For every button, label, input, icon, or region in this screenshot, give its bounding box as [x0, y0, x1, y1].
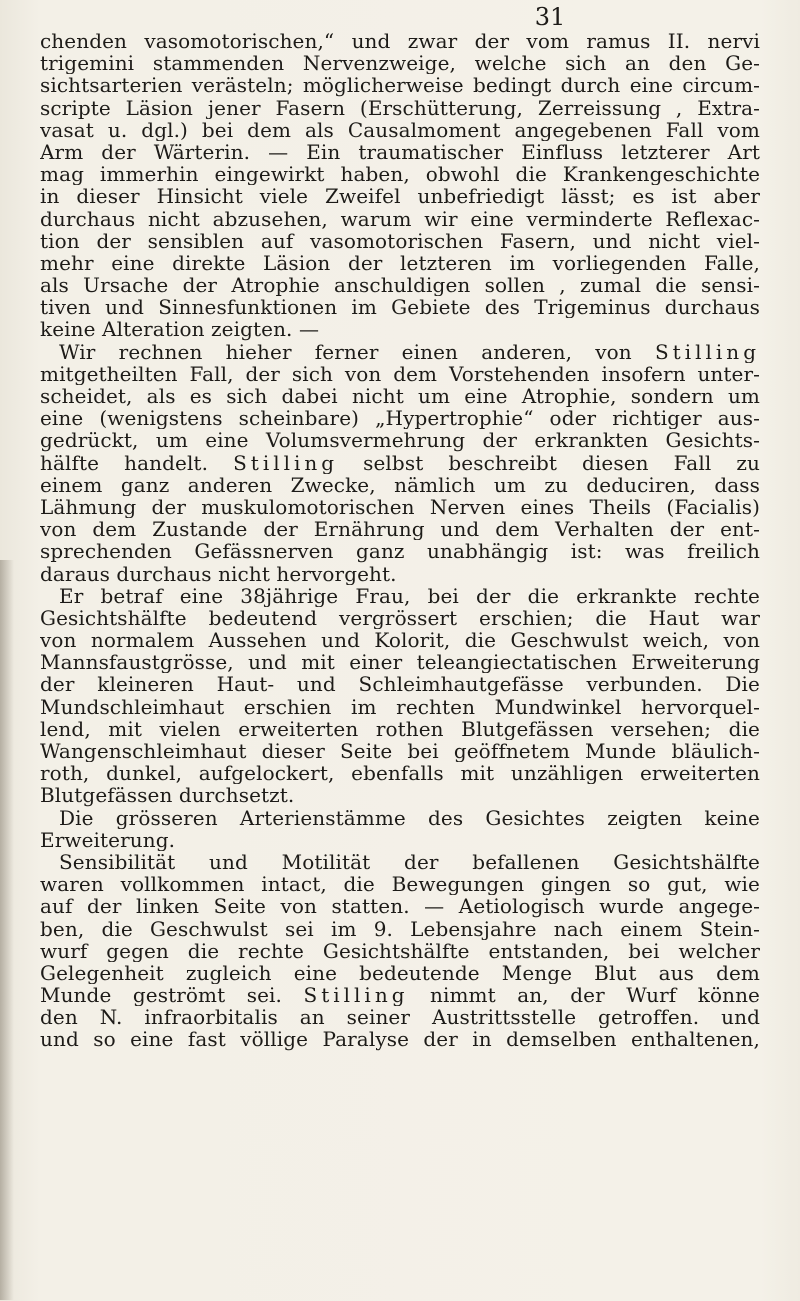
text-line: Die grösseren Arterienstämme des Gesichtes zeigten keine: [59, 806, 760, 829]
text-segment: selbst beschreibt diesen Fall zu: [338, 451, 760, 474]
text-line: [40, 341, 760, 363]
text-line: Er betraf eine 38jährige Frau, bei der die erkrankte rechte: [59, 584, 760, 607]
text-line: waren vollkommen intact, die Bewegungen gingen so gut, wie: [40, 873, 760, 896]
text-line: Arm der Wärterin. — Ein traumatischer Einfluss letzterer Art: [40, 140, 760, 164]
text-line: in dieser Hinsicht viele Zweifel unbefriedigt lässt; es ist aber: [40, 185, 760, 208]
text-line: und so eine fast völlige Paralyse der in demselben enthaltenen,: [40, 1028, 760, 1051]
text-segment: nimmt an, der Wurf könne: [408, 984, 760, 1007]
text-line: mitgetheilten Fall, der sich von dem Vorstehenden insofern unter-: [40, 362, 760, 385]
text-line: Mannsfaustgrösse, und mit einer teleangiectatischen Erweiterung: [40, 651, 760, 674]
text-line: sichtsarterien verästeln; möglicherweise bedingt durch eine circum-: [40, 74, 760, 97]
text-line: den N. infraorbitalis an seiner Austrittsstelle getroffen. und: [40, 1006, 760, 1029]
text-line: Mundschleimhaut erschien im rechten Mundwinkel hervorquel-: [40, 695, 760, 718]
text-line: roth, dunkel, aufgelockert, ebenfalls mit unzähligen erweiterten: [40, 762, 760, 785]
text-segment: hälfte handelt.: [40, 451, 234, 474]
text-line: trigemini stammenden Nervenzweige, welche sich an den Ge-: [40, 52, 760, 75]
text-line: mag immerhin eingewirkt haben, obwohl die Krankengeschichte: [40, 163, 760, 186]
text-segment: Munde geströmt sei.: [40, 984, 304, 1007]
text-line: eine (wenigstens scheinbare) „Hypertrophie“ oder richtiger aus-: [40, 407, 760, 430]
text-line: von dem Zustande der Ernährung und dem Verhalten der ent-: [40, 518, 760, 541]
body-text: [40, 30, 760, 1051]
text-line: scripte Läsion jener Fasern (Erschütterung, Zerreissung , Extra-: [40, 96, 760, 119]
text-line: auf der linken Seite von statten. — Aetiologisch wurde angege-: [40, 895, 760, 918]
text-line: keine Alteration zeigten. —: [40, 318, 320, 341]
text-line: Gesichtshälfte bedeutend vergrössert erschien; die Haut war: [40, 606, 760, 630]
text-line: Lähmung der muskulomotorischen Nerven eines Theils (Facialis): [40, 495, 760, 519]
text-line: daraus durchaus nicht hervorgeht.: [40, 562, 397, 585]
text-line: Erweiterung.: [40, 828, 176, 851]
text-line: tiven und Sinnesfunktionen im Gebiete des Trigeminus durchaus: [40, 296, 760, 319]
author-name: Stilling: [303, 984, 409, 1007]
text-line: vasat u. dgl.) bei dem als Causalmoment angegebenen Fall vom: [40, 118, 760, 141]
text-line: sprechenden Gefässnerven ganz unabhängig ist: was freilich: [40, 540, 760, 563]
text-line: lend, mit vielen erweiterten rothen Blutgefässen versehen; die: [40, 717, 760, 740]
text-line: chenden vasomotorischen,“ und zwar der vom ramus II. nervi: [40, 30, 760, 53]
text-line: wurf gegen die rechte Gesichtshälfte entstanden, bei welcher: [40, 939, 760, 962]
text-line: gedrückt, um eine Volumsvermehrung der erkrankten Gesichts-: [40, 429, 760, 452]
text-line: Gelegenheit zugleich eine bedeutende Menge Blut aus dem: [40, 961, 760, 985]
text-line: [40, 984, 760, 1006]
text-line: [40, 452, 760, 474]
text-line: der kleineren Haut- und Schleimhautgefässe verbunden. Die: [40, 673, 760, 696]
text-line: Wangenschleimhaut dieser Seite bei geöffnetem Munde bläulich-: [40, 740, 760, 763]
text-line: als Ursache der Atrophie anschuldigen sollen , zumal die sensi-: [40, 274, 760, 297]
author-name: Stilling: [654, 340, 760, 363]
text-line: scheidet, als es sich dabei nicht um eine Atrophie, sondern um: [40, 385, 760, 408]
text-line: mehr eine direkte Läsion der letzteren im vorliegenden Falle,: [40, 251, 760, 275]
page-number: 31: [534, 3, 566, 31]
text-line: einem ganz anderen Zwecke, nämlich um zu deduciren, dass: [40, 473, 760, 496]
text-line: Sensibilität und Motilität der befallenen Gesichtshälfte: [59, 850, 760, 874]
text-line: ben, die Geschwulst sei im 9. Lebensjahre nach einem Stein-: [40, 917, 760, 940]
text-line: tion der sensiblen auf vasomotorischen Fasern, und nicht viel-: [40, 229, 760, 252]
text-line: durchaus nicht abzusehen, warum wir eine verminderte Reflexac-: [40, 207, 760, 230]
author-name: Stilling: [233, 451, 339, 474]
page-edge-shadow: [0, 560, 14, 1300]
text-line: von normalem Aussehen und Kolorit, die Geschwulst weich, von: [40, 629, 760, 652]
text-segment: Wir rechnen hieher ferner einen anderen, von: [59, 340, 655, 363]
text-line: Blutgefässen durchsetzt.: [40, 784, 295, 807]
